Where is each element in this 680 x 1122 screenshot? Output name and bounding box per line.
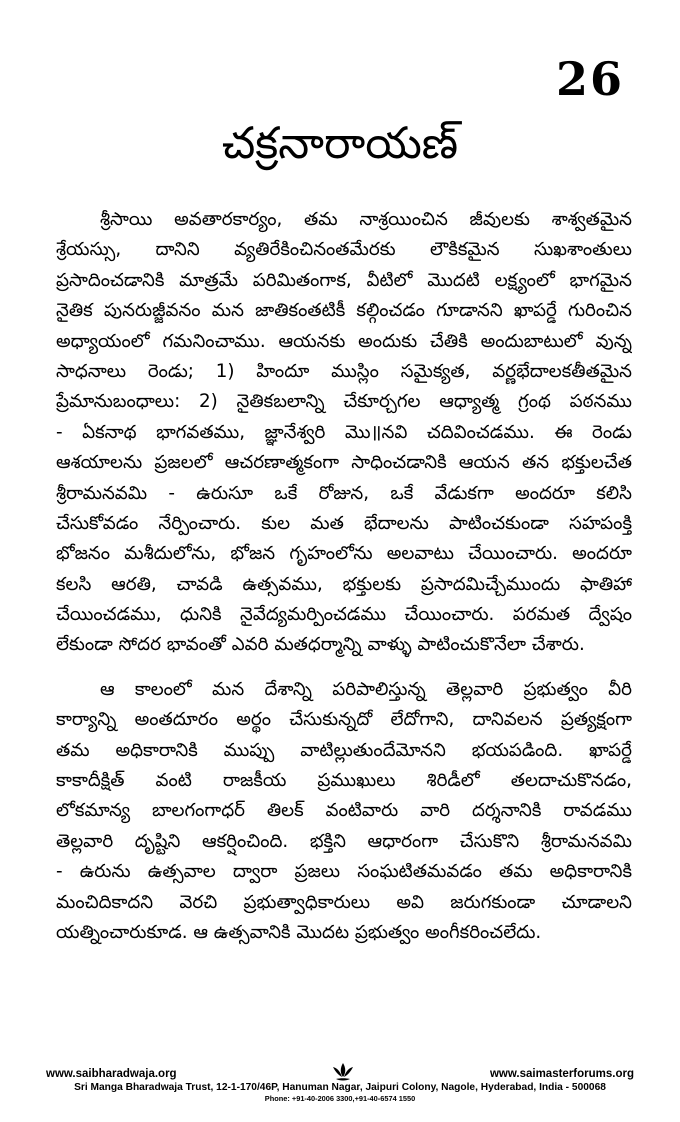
text-line: మంచిదికాదని వెరచి ప్రభుత్వాధికారులు అవి జరుగకుండా చూడాలని [56, 891, 632, 913]
text-line: శ్రీరామనవమి - ఉరుసూ ఒకే రోజున, ఒకే వేడుకగా అందరూ కలిసి [56, 482, 632, 504]
text-line: ప్రేమానుబంధాలు: 2) నైతికబలాన్ని చేకూర్చగల ఆధ్యాత్మ గ్రంథ పఠనము [56, 391, 632, 413]
footer [40, 1068, 640, 1103]
body-text [56, 205, 632, 948]
text-line: అధ్యాయంలో గమనించాము. ఆయనకు అందుకు చేతికి అందుబాటులో వున్న [56, 330, 632, 352]
text-line: భోజనం మశీదులోను, భోజన గృహంలోను అలవాటు చేయించారు. అందరూ [56, 543, 632, 565]
chapter-title: చక్రనారాయణ్ [221, 118, 459, 169]
website-right-link[interactable]: www.saimasterforums.org [489, 1068, 634, 1080]
trust-address: Sri Manga Bharadwaja Trust, 12-1-170/46P, Hanuman Nagar, Jaipuri Colony, Nagole, Hyderabad, India - 500068 [74, 1082, 606, 1093]
text-line: తమ అధికారానికి ముప్పు వాటిల్లుతుందేమోనని భయపడింది. ఖాపర్డే [56, 739, 632, 761]
text-line: లేకుండా సోదర భావంతో ఎవరి మతధర్మాన్ని వాళ్ళు పాటించుకొనేలా చేశారు. [56, 634, 585, 656]
text-line: ప్రసాదించడానికి మాత్రమే పరిమితంగాక, వీటిలో మొదటి లక్ష్యంలో భాగమైన [56, 269, 632, 291]
text-line: కలసి ఆరతి, చావడి ఉత్సవము, భక్తులకు ప్రసాదమిచ్చేముందు ఫాతిహా [56, 573, 632, 595]
text-line: చేయించడము, ధునికి నైవేద్యమర్పించడము చేయించారు. పరమత ద్వేషం [56, 604, 632, 626]
text-line: శ్రేయస్సు, దానిని వ్యతిరేకించినంతమేరకు లౌకికమైన సుఖశాంతులు [56, 239, 632, 261]
paragraph-2 [56, 675, 632, 949]
text-line: కార్యాన్ని అంతదూరం అర్థం చేసుకున్నదో లేదోగాని, దానివలన ప్రత్యక్షంగా [56, 709, 632, 731]
footer-links-row [40, 1068, 640, 1082]
text-line: చేసుకోవడం నేర్పించారు. కుల మత భేదాలను పాటించకుండా సహపంక్తి [56, 512, 632, 534]
lotus-icon [332, 1062, 354, 1082]
text-line: ఆశయాలను ప్రజలలో ఆచరణాత్మకంగా సాధించడానికి ఆయన తన భక్తులచేత [56, 452, 632, 474]
text-line: లోకమాన్య బాలగంగాధర్ తిలక్ వంటివారు వారి దర్శనానికి రావడము [56, 800, 632, 822]
text-line: సాధనాలు రెండు; 1) హిందూ ముస్లిం సమైక్యత, వర్ణభేదాలకతీతమైన [56, 360, 632, 382]
text-line: నైతిక పునరుజ్జీవనం మన జాతికంతటికీ కల్గించడం గూడానని ఖాపర్డే గురించిన [56, 300, 632, 322]
text-line: - ఉరును ఉత్సవాల ద్వారా ప్రజలు సంఘటితమవడం తమ అధికారానికి [56, 861, 632, 883]
text-line: - ఏకనాథ భాగవతము, జ్ఞానేశ్వరి మొ॥నవి చదివించడము. ఈ రెండు [56, 421, 632, 443]
text-line: ఆ కాలంలో మన దేశాన్ని పరిపాలిస్తున్న తెల్లవారి ప్రభుత్వం వీరి [100, 678, 632, 700]
website-left-link[interactable]: www.saibharadwaja.org [46, 1068, 177, 1080]
text-line: కాకాదీక్షిత్ వంటి రాజకీయ ప్రముఖులు శిరిడీలో తలదాచుకొనడం, [56, 770, 632, 792]
paragraph-1 [56, 205, 632, 661]
page-number: 26 [555, 52, 624, 106]
text-line: తెల్లవారి దృష్టిని ఆకర్షించింది. భక్తిని ఆధారంగా చేసుకొని శ్రీరామనవమి [56, 830, 632, 852]
text-line: శ్రీసాయి అవతారకార్యం, తమ నాశ్రయించిన జీవులకు శాశ్వతమైన [100, 209, 632, 230]
trust-phone: Phone: +91-40-2006 3300,+91-40-6574 1550 [264, 1094, 416, 1103]
text-line: యత్నించారుకూడ. ఆ ఉత్సవానికి మొదట ప్రభుత్వం అంగీకరించలేదు. [56, 921, 542, 943]
